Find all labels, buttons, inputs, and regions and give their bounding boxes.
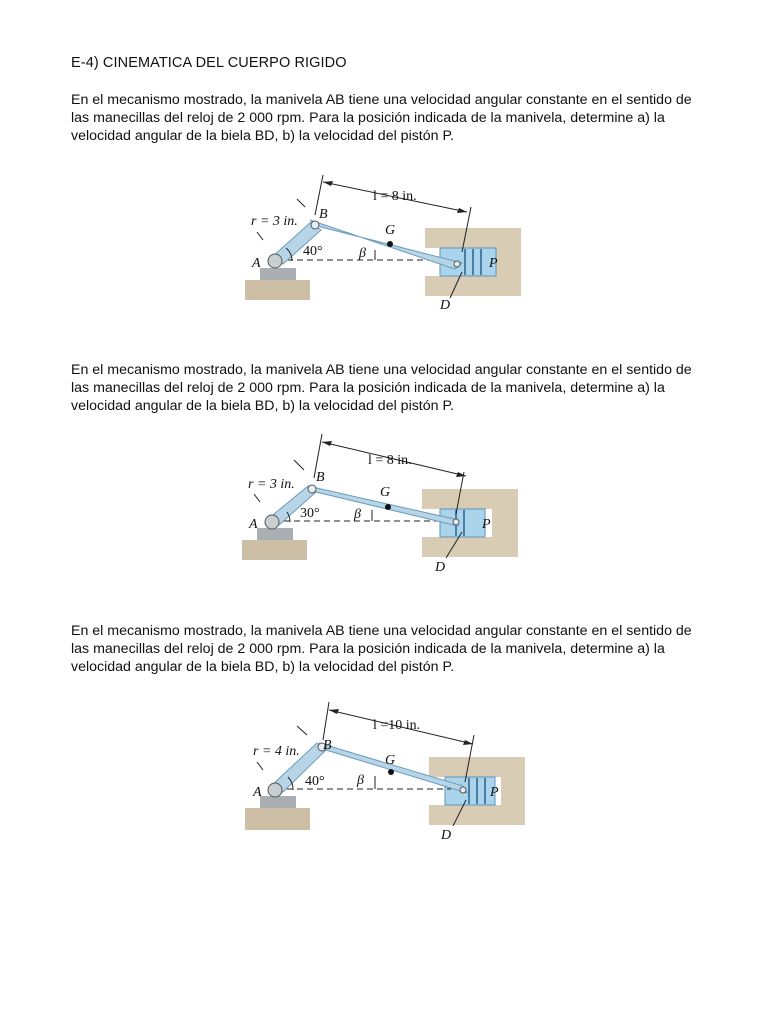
pin-a xyxy=(265,515,279,529)
label-g: G xyxy=(380,485,391,500)
pin-d xyxy=(453,519,459,525)
mechanism-diagram xyxy=(232,432,532,577)
pin-d xyxy=(454,261,460,267)
mechanism-diagram xyxy=(237,700,537,845)
radius-label: r = 3 in. xyxy=(251,214,298,229)
radius-label: r = 4 in. xyxy=(253,744,300,759)
label-a: A xyxy=(253,785,262,800)
label-beta: β xyxy=(359,246,366,261)
center-g xyxy=(388,769,394,775)
pin-support xyxy=(257,528,293,540)
pin-support xyxy=(260,796,296,808)
angle-label: 40° xyxy=(303,244,323,259)
label-g: G xyxy=(385,223,396,238)
label-beta: β xyxy=(354,507,361,522)
page-title: E-4) CINEMATICA DEL CUERPO RIGIDO xyxy=(71,55,347,71)
label-d: D xyxy=(440,298,451,313)
pin-b xyxy=(308,485,316,493)
label-a: A xyxy=(249,517,258,532)
radius-label: r = 3 in. xyxy=(248,477,295,492)
length-label: l = 8 in. xyxy=(368,453,412,468)
angle-label: 40° xyxy=(305,774,325,789)
label-g: G xyxy=(385,753,396,768)
problem-statement: En el mecanismo mostrado, la manivela AB tiene una velocidad angular constante en el sentido de las manecillas del reloj de 2 000 rpm. Para la posición indicada de la manivela, determine a) la velocidad angular de la biela BD, b) la velocidad del pistón P. xyxy=(71,623,692,676)
label-beta: β xyxy=(357,773,364,788)
pin-a xyxy=(268,783,282,797)
label-p: P xyxy=(490,785,499,800)
problem-statement: En el mecanismo mostrado, la manivela AB tiene una velocidad angular constante en el sentido de las manecillas del reloj de 2 000 rpm. Para la posición indicada de la manivela, determine a) la velocidad angular de la biela BD, b) la velocidad del pistón P. xyxy=(71,362,692,415)
ground-base xyxy=(245,280,310,300)
label-b: B xyxy=(323,738,332,753)
angle-label: 30° xyxy=(300,506,320,521)
label-b: B xyxy=(319,207,328,222)
ground-base xyxy=(242,540,307,560)
label-a: A xyxy=(252,256,261,271)
label-d: D xyxy=(435,560,446,575)
label-b: B xyxy=(316,470,325,485)
mechanism-diagram xyxy=(235,170,535,315)
pin-b xyxy=(311,221,319,229)
pin-a xyxy=(268,254,282,268)
ground-base xyxy=(245,808,310,830)
center-g xyxy=(385,504,391,510)
length-label: l = 8 in. xyxy=(373,189,417,204)
length-label: l =10 in. xyxy=(373,718,421,733)
label-d: D xyxy=(441,828,452,843)
label-p: P xyxy=(482,517,491,532)
problem-statement: En el mecanismo mostrado, la manivela AB tiene una velocidad angular constante en el sentido de las manecillas del reloj de 2 000 rpm. Para la posición indicada de la manivela, determine a) la velocidad angular de la biela BD, b) la velocidad del pistón P. xyxy=(71,92,692,145)
center-g xyxy=(387,241,393,247)
pin-d xyxy=(460,787,466,793)
label-p: P xyxy=(489,256,498,271)
pin-support xyxy=(260,268,296,280)
